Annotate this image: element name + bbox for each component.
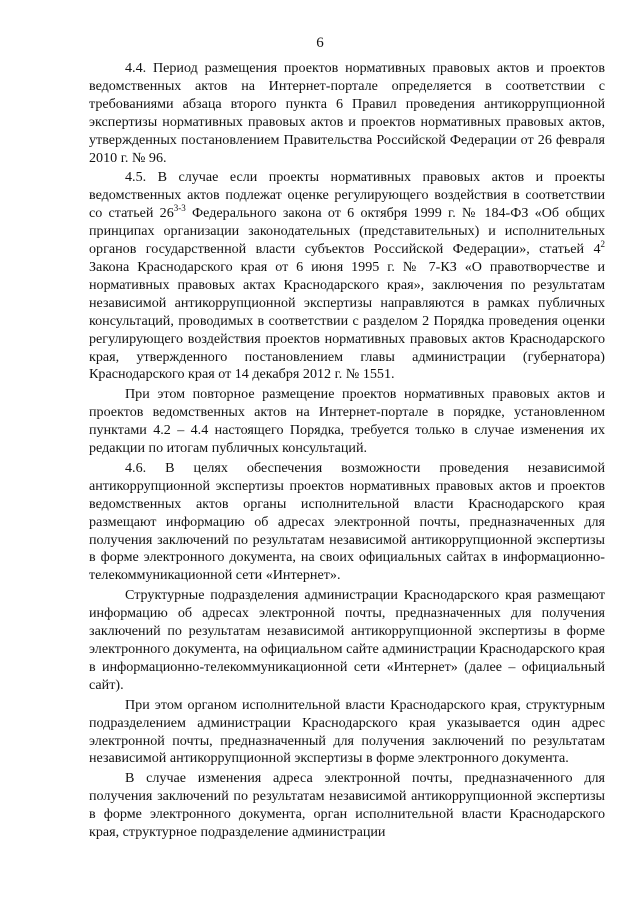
paragraph-4-5 [89,169,605,384]
paragraph-4-4: 4.4. Период размещения проектов нормативных правовых актов и проектов ведомственных актов на Интернет-портале определяется в соответствии с требованиями абзаца второго пункта 6 Правил проведения антикоррупционной экспертизы нормативных правовых актов и проектов нормативных правовых актов, утвержденных постановлением Правительства Российской Федерации от 26 февраля 2010 г. № 96. [89,60,605,166]
paragraph-4-6: 4.6. В целях обеспечения возможности проведения независимой антикоррупционной экспертизы проектов нормативных правовых актов и проектов ведомственных актов органы исполнительной власти Краснодарского края размещают информацию об адресах электронной почты, предназначенных для получения заключений по результатам независимой антикоррупционной экспертизы в форме электронного документа, на своих официальных сайтах в информационно-телекоммуникационной сети «Интернет». [89,459,605,584]
paragraph-structural-units: Структурные подразделения администрации Краснодарского края размещают информацию об адресах электронной почты, предназначенных для получения заключений по результатам независимой антикоррупционной экспертизы в форме электронного документа, на официальном сайте администрации Краснодарского края в информационно-телекоммуникационной сети «Интернет» (далее – официальный сайт). [89,587,605,693]
paragraph-repeat-placement: При этом повторное размещение проектов нормативных правовых актов и проектов ведомственных актов на Интернет-портале в порядке, установленном пунктами 4.2 – 4.4 настоящего Порядка, требуется только в случае изменения их редакции по итогам публичных консультаций. [89,386,605,457]
paragraph-4-5-part-b: Федерального закона от 6 октября 1999 г. № 184-ФЗ «Об общих принципах организации законодательных (представительных) и исполнительных органов государственной власти субъектов Российской Федерации», статьей 4 [89,205,605,258]
superscript-article-4: 2 [600,239,605,250]
paragraph-4-5-part-a: 4.5. В случае если проекты нормативных правовых актов и проекты ведомственных актов подлежат оценке регулирующего воздействия в соответствии со статьей 26 [89,169,605,222]
superscript-article-26: 3-3 [173,203,186,214]
document-body [89,60,605,844]
paragraph-single-email: При этом органом исполнительной власти Краснодарского края, структурным подразделением администрации Краснодарского края указывается один адрес электронной почты, предназначенный для получения заключений по результатам независимой антикоррупционной экспертизы в форме электронного документа. [89,696,605,767]
paragraph-4-5-part-c: Закона Краснодарского края от 6 июня 1995 г. № 7-КЗ «О правотворчестве и нормативных правовых актах Краснодарского края», заключения по результатам независимой антикоррупционной экспертизы направляются в рамках публичных консультаций, проводимых в соответствии с разделом 2 Порядка проведения оценки регулирующего воздействия проектов нормативных правовых актов Краснодарского края, утвержденного постановлением главы администрации (губернатора) Краснодарского края от 14 декабря 2012 г. № 1551. [89,258,605,383]
paragraph-email-change: В случае изменения адреса электронной почты, предназначенного для получения заключений по результатам независимой антикоррупционной экспертизы в форме электронного документа, орган исполнительной власти Краснодарского края, структурное подразделение администрации [89,770,605,841]
page-number: 6 [316,35,324,51]
